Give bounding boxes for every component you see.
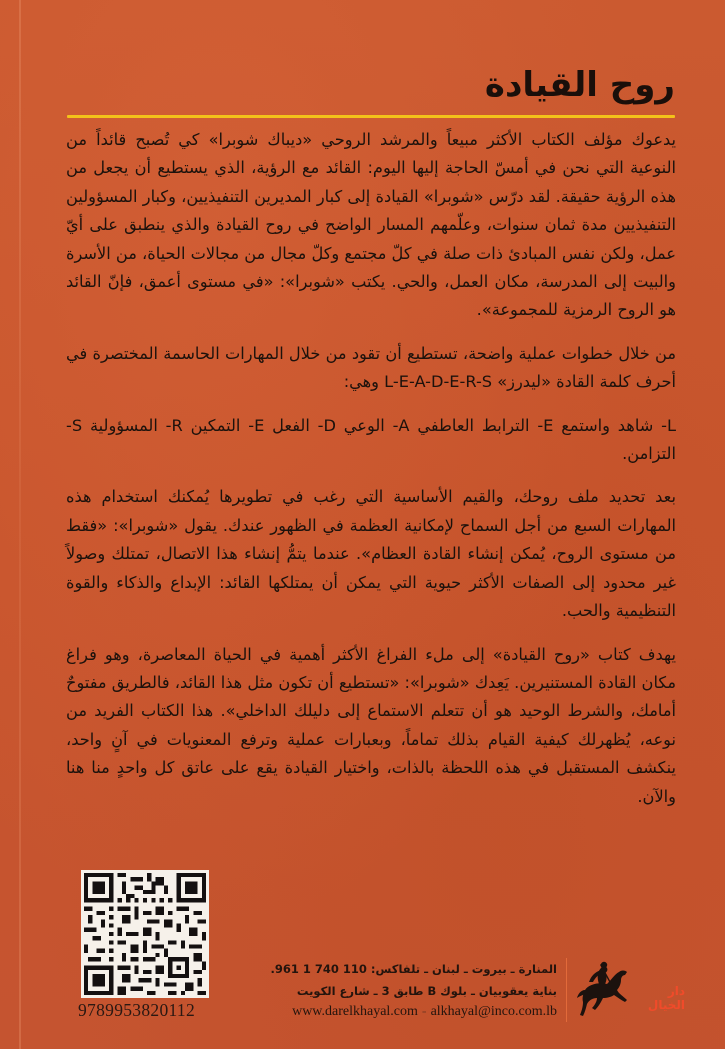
blurb-paragraph-4: بعد تحديد ملف روحك، والقيم الأساسية التي رغب في تطويرها يُمكنك استخدام هذه المهارات السبع من أجل السماح لإمكانية العظمة في الظهور عندك. يقول «شوبرا»: «فقط من مستوى الروح، يُمكن إنشاء القادة العظام». عندما يتمُّ إنشاء هذا الاتصال، تمتلك وصولاً غير محدود إلى الصفات الأكثر حيوية التي يمكن أن يمتلكها القائد: الإبداع والذكاء والقوة التنظيمية والحب. [66,487,676,621]
separator: - [421,1004,427,1019]
blurb-paragraph-2: من خلال خطوات عملية واضحة، تستطيع أن تقود من خلال المهارات الحاسمة المختصرة في أحرف كلمة القادة «ليدرز» L-E-A-D-E-R-S وهي: [66,343,676,392]
title-underline [67,115,675,118]
publisher-website-link[interactable]: www.darelkhayal.com [292,1004,418,1019]
isbn-block [78,870,216,1021]
publisher-web-line [270,1002,557,1022]
publisher-contact [270,958,567,1022]
leaders-skills-list: L- شاهد واستمع E- الترابط العاطفي A- الوعي D- الفعل E- التمكين R- المسؤولية S- التزامن. [66,415,677,464]
publisher-address-line-1: المنارة ـ بيروت ـ لبنان ـ تلفاكس: 110 740 1 961. [270,962,557,976]
book-title: روح القيادة [484,65,675,105]
qr-code-icon [81,870,209,998]
blurb-paragraph-1: يدعوك مؤلف الكتاب الأكثر مبيعاً والمرشد الروحي «ديباك شوبرا» كي تُصبح قائداً من النوعية التي نحن في أمسّ الحاجة إليها اليوم: القائد مع الرؤية، الذي يستطيع أن يجعل من هذه الرؤية حقيقة. لقد درّس «شوبرا» القيادة إلى كبار المديرين التنفيذيين، وكبار المسؤولين التنفيذيين مدة ثمان سنوات، وعلّمهم المسار الواضح في روح القيادة والذي ينطبق على أيّ عمل، ولكن نفس المبادئ ذات صلة في كلّ مجتمع وكلّ مجال من مجالات الحياة، من الأسرة والبيت إلى المدرسة، مكان العمل، والحي. يكتب «شوبرا»: «في مستوى أعمق، فإنّ القائد هو الروح الرمزية للمجموعة». [66,130,676,320]
spine-crease [19,0,21,1049]
horse-rider-icon [575,960,631,1018]
publisher-address-line-2: بناية يعقوبيان ـ بلوك B طابق 3 ـ شارع الكويت [296,984,557,998]
isbn-number: 9789953820112 [78,1000,196,1020]
blurb-paragraph-5: يهدف كتاب «روح القيادة» إلى ملء الفراغ الأكثر أهمية في الحياة المعاصرة، وهو فراغ مكان القادة المستنيرين. يَعِدك «شوبرا»: «تستطيع أن تكون مثل هذا القائد، فالطريق مفتوحٌ أمامك، والشرط الوحيد هو أن تتعلم الاستماع إلى دليلك الداخلي». هذا الكتاب الفريد من نوعه، يُظهرلك كيفية القيام بذلك تماماً، وبعبارات عملية وترفع المعنويات في آنٍ واحد، ينكشف المستقبل في هذه اللحظة بالذات، واختيار القيادة يقع على عاتق كل واحدٍ منا هنا والآن. [66,644,676,806]
blurb-text [66,126,676,826]
publisher-logo [575,960,685,1020]
publisher-name: دار الخيال [647,984,685,1012]
publisher-email-link[interactable]: alkhayal@inco.com.lb [430,1004,557,1019]
